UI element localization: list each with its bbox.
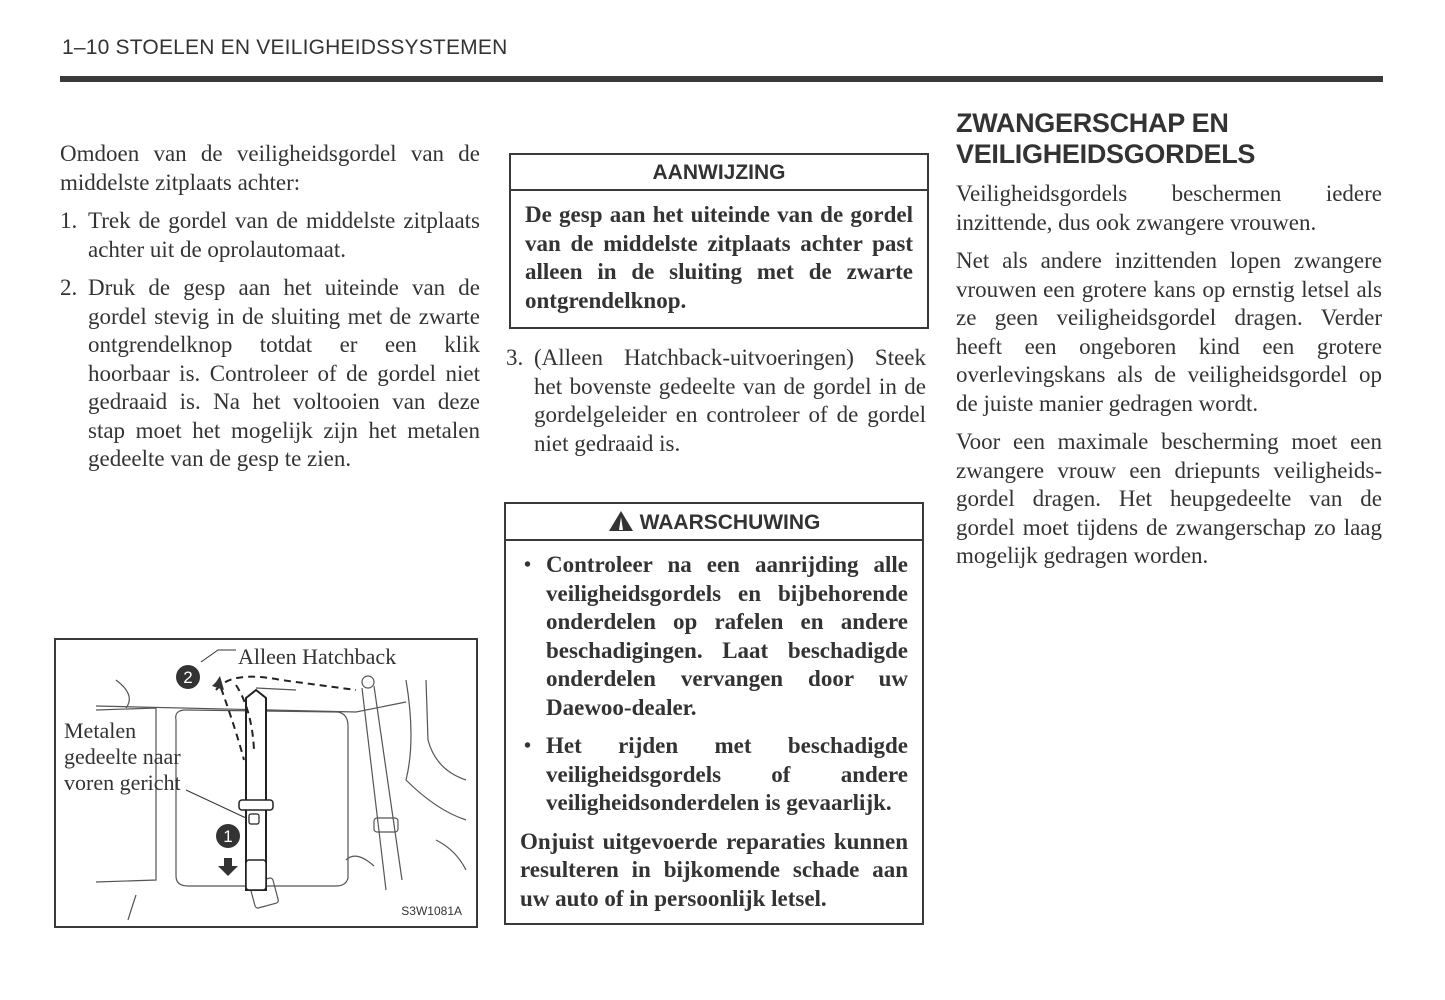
- step-3: [506, 344, 926, 468]
- warning-title: WAARSCHUWING: [639, 511, 821, 534]
- warning-bullet: [520, 732, 908, 818]
- callout-1-marker: [216, 824, 240, 876]
- notice-title: AANWIJZING: [511, 155, 927, 191]
- center-belt: [239, 690, 273, 890]
- warning-footer: Onjuist uitgevoerde reparaties kunnen resulteren in bijkomende schade aan uw auto of in persoonlijk letsel.: [520, 828, 908, 911]
- paragraph: Voor een maximale bescherming moet een zwangere vrouw een driepunts veiligheids-gordel dragen. Het heupgedeelte van de gordel moet tijdens de zwangerschap zo laag mogelijk gedragen worden.: [956, 429, 1382, 568]
- warning-body: [506, 541, 922, 923]
- step-item: [60, 207, 480, 264]
- step-text: (Alleen Hatchback-uitvoeringen) Steek het bovenste gedeelte van de gordel in de gordelgeleider en controleer of de gordel niet gedraaid is.: [534, 345, 926, 456]
- warning-bullet: [520, 551, 908, 722]
- callout-2-label: 2: [183, 668, 193, 687]
- paragraph: Veiligheidsgordels beschermen iedere inzittende, dus ook zwangere vrouwen.: [956, 181, 1382, 235]
- warning-bullets: [520, 551, 908, 818]
- running-header: 1–10 STOELEN EN VEILIGHEIDSSYSTEMEN: [62, 36, 508, 59]
- warning-box: [504, 502, 924, 925]
- intro-paragraph: Omdoen van de veiligheidsgordel van de middelste zitplaats achter:: [60, 141, 480, 195]
- notice-text: De gesp aan het uiteinde van de gordel van de middelste zitplaats achter past alleen in de sluiting met de zwarte ontgrendelknop.: [525, 202, 913, 313]
- arrow-down-icon: [218, 858, 238, 876]
- step-number: 2.: [60, 275, 78, 300]
- steps-list: [60, 207, 480, 474]
- bullet-icon: •: [524, 554, 532, 576]
- bullet-icon: •: [524, 735, 532, 757]
- section-title: ZWANGERSCHAP EN VEILIGHEIDSGORDELS: [956, 108, 1256, 169]
- label-hatchback-only: Alleen Hatchback: [238, 644, 397, 669]
- paragraph: Net als andere inzittenden lopen zwangere vrouwen een grotere kans op ernstig letsel als ze geen veiligheidsgordel dragen. Verder heeft een ongeboren kind een grotere overlevingskans als de veiligheidsgordel op de juiste manier gedragen wordt.: [956, 248, 1382, 416]
- step-item: [60, 274, 480, 474]
- label-metal-part-forward: Metalen gedeelte naar voren gericht: [64, 718, 181, 795]
- header-rule: [60, 76, 1383, 82]
- warning-header: [506, 504, 922, 541]
- warning-bullet-text: Het rijden met beschadigde veiligheidsgordels of andere veiligheidsonderdelen is gevaarlijk.: [546, 733, 908, 815]
- step-number: 3.: [506, 345, 524, 370]
- notice-box: [509, 153, 929, 329]
- step-text: Druk de gesp aan het uiteinde van de gordel stevig in de sluiting met de zwarte ontgrendelknop totdat er een klik hoorbaar is. Controleer of de gordel niet gedraaid is. Na het voltooien van deze stap moet het mogelijk zijn het metalen gedeelte van de gesp te zien.: [88, 275, 480, 471]
- warning-triangle-icon: [608, 510, 634, 532]
- step-item: [506, 344, 926, 458]
- arrow-down-right-icon: [206, 670, 224, 690]
- step-text: Trek de gordel van de middelste zitplaats achter uit de oprolautomaat.: [88, 208, 480, 262]
- figure-code: S3W1081A: [401, 904, 462, 918]
- callout-2-marker: [176, 665, 224, 690]
- right-column: [956, 108, 1382, 581]
- step-3-list: [506, 344, 926, 458]
- callout-1-label: 1: [223, 827, 233, 846]
- seatbelt-illustration: [54, 638, 478, 928]
- left-column: [60, 140, 480, 484]
- step-number: 1.: [60, 208, 78, 233]
- warning-bullet-text: Controleer na een aanrijding alle veiligheidsgordels en bijbehorende onderdelen op rafelen en andere beschadigingen. Laat beschadigde onderdelen vervangen door uw Daewoo-dealer.: [546, 552, 908, 720]
